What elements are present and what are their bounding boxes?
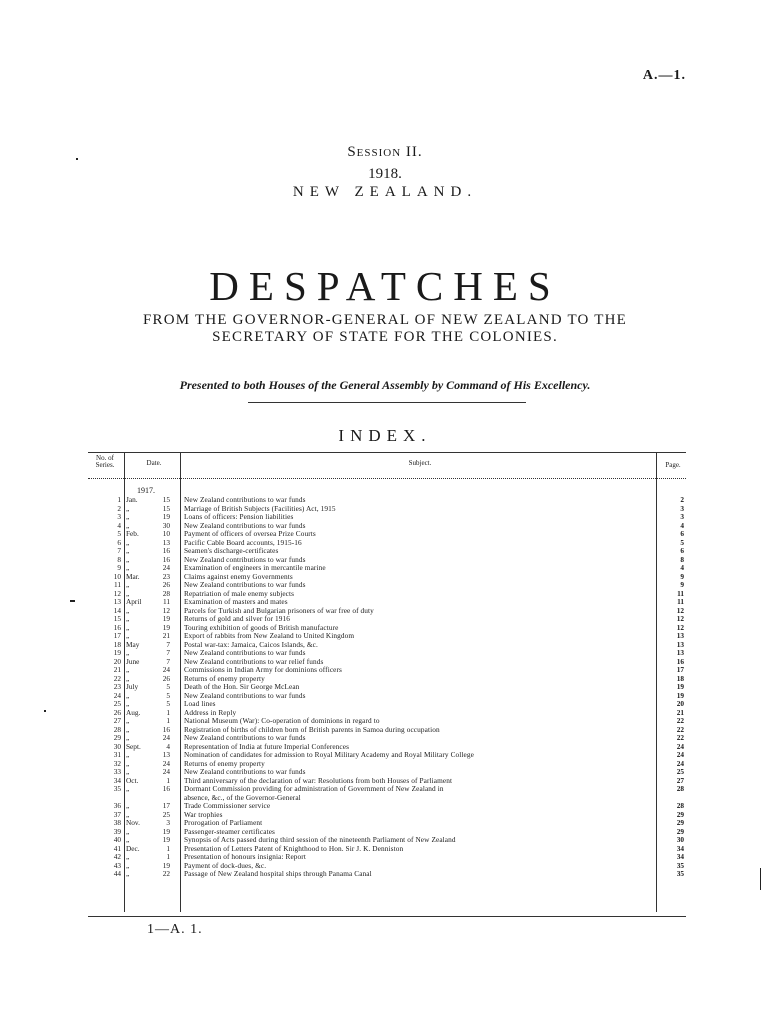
entry-subject: Returns of enemy property: [184, 759, 265, 768]
entry-day: 25: [162, 809, 170, 819]
entry-subject: Synopsis of Acts passed during third session of the nineteenth Parliament of New Zealand: [184, 836, 456, 844]
entry-page: 3: [680, 512, 684, 521]
entry-subject: Registration of births of children born of British parents in Samoa during occupation: [184, 725, 440, 734]
entry-month: July: [126, 682, 139, 691]
entry-day: 26: [162, 673, 170, 683]
entry-number: 6: [117, 537, 121, 547]
entry-month: May: [126, 639, 140, 649]
entry-day: 15: [162, 495, 170, 504]
entry-number: 11: [113, 580, 121, 589]
table-row: [88, 811, 684, 820]
entry-day: 24: [162, 733, 170, 742]
entry-subject: New Zealand contributions to war funds: [184, 496, 306, 504]
table-row: [88, 615, 684, 624]
entry-number: 29: [113, 733, 121, 742]
table-row: [88, 726, 684, 735]
entry-subject: New Zealand contributions to war funds: [184, 691, 306, 700]
entry-month: Aug.: [126, 707, 141, 717]
page-reference: A.—1.: [642, 68, 686, 83]
entry-page: 24: [676, 741, 684, 751]
entry-day: 7: [166, 639, 170, 649]
entry-number: 32: [113, 758, 121, 768]
entry-month: „: [126, 750, 130, 759]
entry-page: 28: [676, 801, 684, 810]
entry-number: 41: [113, 843, 121, 853]
column-header-page: Page.: [665, 461, 681, 469]
entry-subject: Nomination of candidates for admission to Royal Military Academy and Royal Military College: [184, 751, 474, 759]
entry-subject: Commissions in Indian Army for dominions officers: [184, 666, 342, 674]
year-label: 1918.: [368, 166, 402, 182]
entry-subject: Claims against enemy Governments: [184, 572, 293, 581]
entry-day: 7: [166, 648, 170, 657]
table-row: [88, 581, 684, 590]
table-row: [88, 802, 684, 811]
entry-page: 9: [680, 580, 684, 589]
entry-month: „: [126, 665, 130, 674]
table-row: [88, 641, 684, 650]
table-row: [88, 743, 684, 752]
entry-subject: Postal war-tax: Jamaica, Caicos Islands, &c.: [184, 640, 318, 649]
entry-day: 26: [162, 580, 170, 589]
entry-day: 1: [166, 843, 170, 853]
table-row: [88, 768, 684, 777]
entry-subject: New Zealand contributions to war funds: [184, 521, 306, 530]
entry-page: 8: [680, 554, 684, 564]
entry-day: 16: [162, 724, 170, 734]
entry-page: 24: [676, 758, 684, 768]
entry-month: „: [126, 809, 130, 819]
entry-day: 13: [162, 750, 170, 759]
table-row: [88, 666, 684, 675]
table-row: [88, 717, 684, 726]
document-subtitle: [0, 312, 770, 346]
entry-subject: Payment of dock-dues, &c.: [184, 861, 267, 870]
entry-month: „: [126, 554, 130, 564]
entry-page: 28: [676, 784, 684, 793]
entry-day: 19: [162, 622, 170, 632]
entry-number: 42: [113, 852, 121, 861]
entry-number: 1: [117, 495, 121, 504]
table-row: [88, 556, 684, 565]
entry-subject: New Zealand contributions to war relief funds: [184, 657, 324, 666]
entry-subject: Touring exhibition of goods of British manufacture: [184, 623, 339, 632]
table-row: [88, 683, 684, 692]
entry-number: 43: [113, 860, 121, 870]
table-row: [88, 530, 684, 539]
table-row: [88, 870, 684, 879]
entry-page: 5: [680, 537, 684, 547]
table-row: [88, 624, 684, 633]
entry-number: 9: [117, 563, 121, 572]
entry-day: 1: [166, 707, 170, 717]
entry-month: „: [126, 767, 130, 776]
table-row: [88, 794, 684, 803]
entry-subject: Address in Reply: [184, 708, 237, 717]
entry-day: 11: [162, 597, 170, 606]
entry-day: 5: [166, 690, 170, 700]
entry-number: 31: [113, 750, 121, 759]
entry-page: 9: [680, 571, 684, 581]
entry-page: 18: [676, 673, 684, 683]
table-row: [88, 496, 684, 505]
entry-page: 16: [676, 656, 684, 666]
entry-month: Sept.: [126, 741, 141, 751]
entry-number: 26: [113, 707, 121, 717]
entry-page: 13: [676, 639, 684, 649]
entry-number: 15: [113, 614, 121, 623]
entry-day: 19: [162, 512, 170, 521]
entry-day: 19: [162, 826, 170, 836]
scan-mark: [76, 158, 78, 160]
table-row: [88, 598, 684, 607]
entry-number: 14: [113, 605, 121, 615]
entry-month: „: [126, 631, 130, 640]
entry-number: 19: [113, 648, 121, 657]
footer-signature: 1—A. 1.: [147, 922, 203, 937]
entry-month: „: [126, 801, 130, 810]
table-row: [88, 709, 684, 718]
entry-day: 1: [166, 852, 170, 861]
entry-number: 4: [117, 520, 121, 530]
entry-subject: Pacific Cable Board accounts, 1915-16: [184, 538, 302, 547]
table-row: [88, 505, 684, 514]
entry-month: „: [126, 614, 130, 623]
entry-page: 2: [680, 495, 684, 504]
table-row: [88, 862, 684, 871]
entry-subject: New Zealand contributions to war funds: [184, 649, 306, 657]
entry-day: 5: [166, 699, 170, 708]
entry-subject: Examination of engineers in mercantile marine: [184, 564, 326, 572]
scan-mark: [760, 868, 761, 890]
entry-page: 29: [676, 809, 684, 819]
table-row: [88, 539, 684, 548]
entry-day: 15: [162, 503, 170, 513]
entry-day: 17: [162, 801, 170, 810]
entry-subject: Loans of officers: Pension liabilities: [184, 513, 294, 521]
entry-month: „: [126, 699, 130, 708]
entry-month: „: [126, 622, 130, 632]
table-row: [88, 675, 684, 684]
entry-number: 44: [113, 869, 121, 878]
entry-page: 19: [676, 682, 684, 691]
entry-day: 5: [166, 682, 170, 691]
entry-subject: Marriage of British Subjects (Facilities) Act, 1915: [184, 504, 336, 513]
table-row: [88, 590, 684, 599]
entry-day: 16: [162, 546, 170, 555]
table-row: [88, 632, 684, 641]
entry-number: 3: [117, 512, 121, 521]
column-header-no: No. of Series.: [95, 454, 115, 469]
table-header-rule: [88, 478, 686, 479]
entry-day: 4: [166, 741, 170, 751]
entry-page: 35: [676, 860, 684, 870]
entry-day: 12: [162, 605, 170, 615]
entry-month: „: [126, 537, 130, 547]
entry-month: „: [126, 758, 130, 768]
entry-subject: Parcels for Turkish and Bulgarian prisoners of war free of duty: [184, 606, 374, 615]
entry-page: 13: [676, 631, 684, 640]
entry-number: 27: [113, 716, 121, 725]
table-row: [88, 777, 684, 786]
entry-month: Nov.: [126, 818, 140, 827]
entry-day: 24: [162, 563, 170, 572]
scan-mark: [44, 710, 46, 712]
entry-page: 11: [677, 597, 684, 606]
entry-day: 23: [162, 571, 170, 581]
entry-subject: Examination of masters and mates: [184, 598, 288, 606]
table-row: [88, 607, 684, 616]
country-label: NEW ZEALAND.: [292, 184, 478, 200]
entry-month: „: [126, 512, 130, 521]
entry-number: 18: [113, 639, 121, 649]
entry-month: Jan.: [126, 495, 138, 504]
entry-number: 25: [113, 699, 121, 708]
entry-number: 38: [113, 818, 121, 827]
entry-page: 12: [676, 605, 684, 615]
entry-page: 22: [676, 724, 684, 734]
entry-subject: Representation of India at future Imperial Conferences: [184, 742, 350, 751]
entry-number: 12: [113, 588, 121, 598]
entry-day: 3: [166, 818, 170, 827]
entry-month: „: [126, 546, 130, 555]
entry-page: 12: [676, 622, 684, 632]
table-row: [88, 564, 684, 573]
entry-subject: Presentation of Letters Patent of Knighthood to Hon. Sir J. K. Denniston: [184, 844, 404, 853]
entry-subject: Payment of officers of oversea Prize Courts: [184, 530, 316, 538]
table-top-rule: [88, 452, 686, 453]
session-text: Session II.: [347, 144, 423, 160]
entry-month: „: [126, 784, 130, 793]
entry-page: 4: [680, 563, 684, 572]
table-row: [88, 845, 684, 854]
entry-page: 3: [680, 503, 684, 513]
entry-page: 6: [680, 546, 684, 555]
entry-day: 1: [166, 775, 170, 785]
entry-day: 30: [162, 520, 170, 530]
entry-page: 29: [676, 818, 684, 827]
entry-page: 27: [676, 775, 684, 785]
entry-subject: Prorogation of Parliament: [184, 819, 263, 827]
entry-number: 13: [113, 597, 121, 606]
entry-number: 37: [113, 809, 121, 819]
entry-subject: Export of rabbits from New Zealand to United Kingdom: [184, 632, 355, 640]
entry-number: 8: [117, 554, 121, 564]
entry-month: „: [126, 673, 130, 683]
entry-number: 33: [113, 767, 121, 776]
entry-number: 40: [113, 835, 121, 844]
column-header-date: Date.: [146, 459, 162, 467]
entry-number: 39: [113, 826, 121, 836]
scan-mark: [70, 600, 75, 602]
entry-month: „: [126, 605, 130, 615]
entry-number: 10: [113, 571, 121, 581]
entry-number: 22: [113, 673, 121, 683]
entry-day: 16: [162, 784, 170, 793]
entry-month: Feb.: [126, 529, 139, 538]
table-row: [88, 785, 684, 794]
entry-month: June: [126, 656, 140, 666]
entry-number: 24: [113, 690, 121, 700]
table-row: [88, 513, 684, 522]
entry-page: 22: [676, 733, 684, 742]
entry-page: 13: [676, 648, 684, 657]
entry-number: 20: [113, 656, 121, 666]
entry-subject: Passenger-steamer certificates: [184, 827, 275, 836]
entry-page: 20: [676, 699, 684, 708]
entry-month: Mar.: [126, 571, 140, 581]
entry-page: 25: [676, 767, 684, 776]
entry-month: „: [126, 826, 130, 836]
entry-page: 6: [680, 529, 684, 538]
entry-day: 13: [162, 537, 170, 547]
entry-day: 10: [162, 529, 170, 538]
entry-month: April: [126, 597, 142, 606]
table-row: [88, 649, 684, 658]
table-bottom-rule: [88, 916, 686, 917]
entry-day: 19: [162, 835, 170, 844]
entry-subject: Seamen's discharge-certificates: [184, 547, 279, 555]
entry-day: 22: [162, 869, 170, 878]
entry-day: 28: [162, 588, 170, 598]
entry-number: 7: [117, 546, 121, 555]
entry-month: „: [126, 503, 130, 513]
entry-page: 19: [676, 690, 684, 700]
presented-line: Presented to both Houses of the General Assembly by Command of His Excellency.: [179, 378, 591, 392]
table-row: [88, 828, 684, 837]
table-row: [88, 573, 684, 582]
entry-page: 17: [676, 665, 684, 674]
table-row: [88, 522, 684, 531]
entry-subject: Presentation of honours insignia: Report: [184, 853, 306, 861]
entry-month: Oct.: [126, 775, 139, 785]
entry-month: „: [126, 852, 130, 861]
entry-month: „: [126, 563, 130, 572]
entry-subject: Returns of gold and silver for 1916: [184, 615, 291, 623]
entry-subject: Passage of New Zealand hospital ships through Panama Canal: [184, 870, 372, 878]
entry-page: 34: [676, 843, 684, 853]
entry-day: 24: [162, 758, 170, 768]
index-table-body: [88, 496, 684, 879]
entry-subject: Returns of enemy property: [184, 674, 265, 683]
entry-subject: New Zealand contributions to war funds: [184, 768, 306, 776]
entry-month: „: [126, 588, 130, 598]
entry-page: 24: [676, 750, 684, 759]
entry-subject: Dormant Commission providing for administration of Government of New Zealand in: [184, 785, 444, 793]
entry-number: 5: [117, 529, 121, 538]
entry-page: 35: [676, 869, 684, 878]
entry-subject: New Zealand contributions to war funds: [184, 581, 306, 589]
session-label: [0, 144, 770, 161]
entry-number: 2: [117, 503, 121, 513]
entry-subject: absence, &c., of the Governor-General: [184, 793, 301, 802]
entry-month: Dec.: [126, 843, 140, 853]
entry-month: „: [126, 835, 130, 844]
index-title: INDEX.: [338, 426, 432, 445]
entry-number: 17: [113, 631, 121, 640]
entry-page: 21: [676, 707, 684, 717]
entry-month: „: [126, 520, 130, 530]
entry-subject: Repatriation of male enemy subjects: [184, 589, 295, 598]
entry-day: 16: [162, 554, 170, 564]
entry-subject: New Zealand contributions to war funds: [184, 734, 306, 742]
entry-number: 16: [113, 622, 121, 632]
table-row: [88, 751, 684, 760]
entry-month: „: [126, 724, 130, 734]
divider-rule: [248, 402, 526, 403]
entry-number: 36: [113, 801, 121, 810]
subtitle-line-2: SECRETARY OF STATE FOR THE COLONIES.: [212, 329, 558, 345]
entry-day: 24: [162, 767, 170, 776]
entry-number: 21: [113, 665, 121, 674]
entry-page: 29: [676, 826, 684, 836]
entry-page: 12: [676, 614, 684, 623]
entry-page: 30: [676, 835, 684, 844]
entry-subject: New Zealand contributions to war funds: [184, 555, 306, 564]
entry-day: 7: [166, 656, 170, 666]
entry-subject: Third anniversary of the declaration of war: Resolutions from both Houses of Parliament: [184, 776, 453, 785]
entry-month: „: [126, 869, 130, 878]
entry-number: 30: [113, 741, 121, 751]
entry-page: 34: [676, 852, 684, 861]
table-row: [88, 760, 684, 769]
entry-day: 1: [166, 716, 170, 725]
table-row: [88, 692, 684, 701]
entry-month: „: [126, 648, 130, 657]
table-row: [88, 734, 684, 743]
table-row: [88, 836, 684, 845]
entry-month: „: [126, 733, 130, 742]
entry-subject: National Museum (War): Co-operation of dominions in regard to: [184, 717, 380, 725]
entry-subject: Load lines: [184, 700, 216, 708]
entry-subject: War trophies: [184, 810, 223, 819]
entry-month: „: [126, 860, 130, 870]
entry-subject: Death of the Hon. Sir George McLean: [184, 683, 300, 691]
entry-day: 24: [162, 665, 170, 674]
document-title: DESPATCHES: [209, 263, 561, 309]
entry-page: 22: [676, 716, 684, 725]
entry-subject: Trade Commissioner service: [184, 802, 271, 810]
entry-number: 35: [113, 784, 121, 793]
table-row: [88, 819, 684, 828]
column-header-subject: Subject.: [408, 459, 432, 467]
entry-month: „: [126, 690, 130, 700]
entry-number: 23: [113, 682, 121, 691]
table-row: [88, 658, 684, 667]
entry-number: 28: [113, 724, 121, 734]
entry-day: 19: [162, 614, 170, 623]
entry-page: 4: [680, 520, 684, 530]
table-row: [88, 853, 684, 862]
entry-number: 34: [113, 775, 121, 785]
entry-month: „: [126, 716, 130, 725]
entry-month: „: [126, 580, 130, 589]
entry-page: 11: [677, 588, 684, 598]
entry-day: 21: [162, 631, 170, 640]
table-row: [88, 700, 684, 709]
year-heading: 1917.: [137, 486, 155, 495]
table-row: [88, 547, 684, 556]
entry-day: 19: [162, 860, 170, 870]
subtitle-line-1: FROM THE GOVERNOR-GENERAL OF NEW ZEALAND TO THE: [142, 312, 628, 328]
